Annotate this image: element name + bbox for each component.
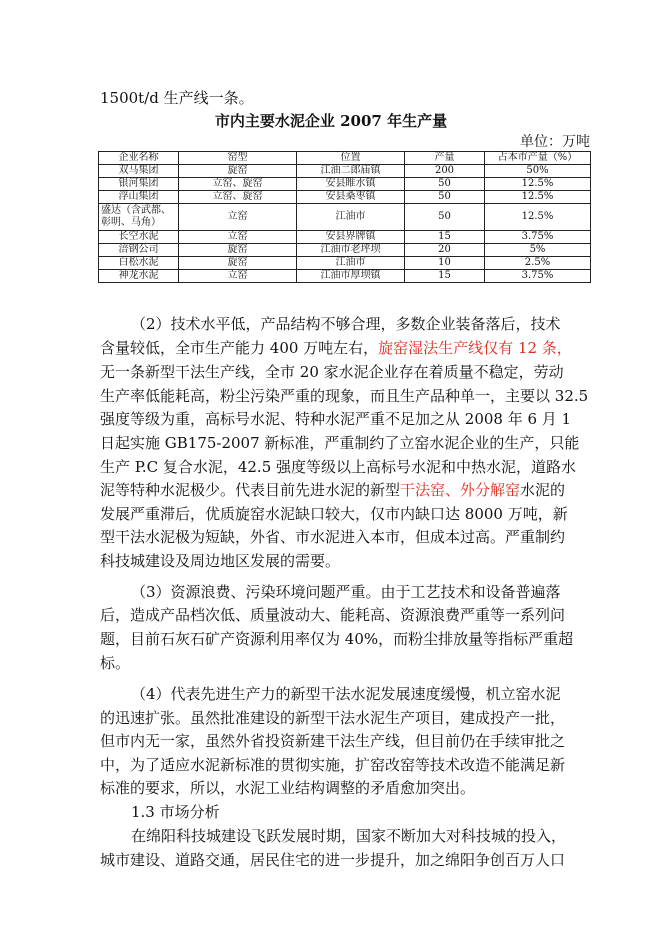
paragraph-2-text: 水泥的 [520, 481, 566, 499]
paragraph-2-line: 生产率低能耗高，粉尘污染严重的现象，而且生产品种单一，主要以 32.5 [100, 387, 589, 405]
cell-location: 安县桑枣镇 [297, 191, 405, 204]
cell-kiln-type: 立窑、旋窑 [179, 178, 297, 191]
cell-company: 白松水泥 [99, 257, 179, 270]
cell-output: 20 [405, 244, 485, 257]
cell-location: 江油市 [297, 257, 405, 270]
cell-kiln-type: 旋窑 [179, 244, 297, 257]
paragraph-2-line: 科技城建设及周边地区发展的需要。 [100, 552, 341, 570]
header-output: 产量 [405, 152, 485, 165]
table-row [99, 257, 591, 270]
cell-output: 10 [405, 257, 485, 270]
paragraph-3-line: （3）资源浪费、污染环境问题严重。由于工艺技术和设备普遍落 [131, 583, 561, 601]
table-row [99, 178, 591, 191]
cell-share: 12.5% [485, 191, 591, 204]
header-location: 位置 [297, 152, 405, 165]
paragraph-3-line: 题，目前石灰石矿产资源利用率仅为 40%，而粉尘排放量等指标严重超 [100, 630, 574, 648]
paragraph-2-line: 日起实施 GB175-2007 新标准，严重制约了立窑水泥企业的生产，只能 [100, 434, 580, 452]
table-unit: 单位：万吨 [520, 134, 590, 150]
cell-output: 50 [405, 178, 485, 191]
cell-location: 江油市厚坝镇 [297, 270, 405, 283]
cell-company: 长空水泥 [99, 231, 179, 244]
cell-output: 15 [405, 270, 485, 283]
paragraph-4-line: 中，为了适应水泥新标准的贯彻实施，扩窑改窑等技术改造不能满足新 [100, 756, 566, 774]
cell-share: 50% [485, 165, 591, 178]
cell-company: 双马集团 [99, 165, 179, 178]
cell-share: 12.5% [485, 178, 591, 191]
paragraph-3-line: 标。 [100, 654, 131, 672]
cell-kiln-type: 旋窑 [179, 257, 297, 270]
cell-share: 3.75% [485, 231, 591, 244]
paragraph-3-line: 后，造成产品档次低、质量波动大、能耗高、资源浪费严重等一系列问 [100, 606, 566, 624]
cell-company: 浮山集团 [99, 191, 179, 204]
cell-kiln-type: 立窑 [179, 270, 297, 283]
paragraph-2-line [100, 339, 572, 357]
highlighted-text: 干法窑、外分解窑 [400, 481, 521, 499]
cell-share: 12.5% [485, 204, 591, 231]
table-row [99, 165, 591, 178]
paragraph-2-text: 含量较低，全市生产能力 400 万吨左右， [100, 339, 379, 357]
table-row [99, 204, 591, 231]
header-company: 企业名称 [99, 152, 179, 165]
cell-location: 江油二郎庙镇 [297, 165, 405, 178]
paragraph-2-line: 型干法水泥极为短缺，外省、市水泥进入本市，但成本过高。严重制约 [100, 528, 566, 546]
cell-kiln-type: 立窑、旋窑 [179, 191, 297, 204]
paragraph-4-line: 标准的要求，所以，水泥工业结构调整的矛盾愈加突出。 [100, 779, 476, 797]
cell-location: 安县界牌镇 [297, 231, 405, 244]
cell-output: 50 [405, 204, 485, 231]
table-row [99, 231, 591, 244]
cell-kiln-type: 立窑 [179, 204, 297, 231]
paragraph-2-line: 生产 P.C 复合水泥，42.5 强度等级以上高标号水泥和中热水泥，道路水 [100, 458, 577, 476]
table-row [99, 244, 591, 257]
cell-share: 3.75% [485, 270, 591, 283]
paragraph-2-line: （2）技术水平低，产品结构不够合理，多数企业装备落后，技术 [131, 315, 561, 333]
paragraph-4-line: 的迅速扩张。虽然批准建设的新型干法水泥生产项目，建成投产一批， [100, 709, 566, 727]
header-kiln-type: 窑型 [179, 152, 297, 165]
paragraph-4-line: （4）代表先进生产力的新型干法水泥发展速度缓慢，机立窑水泥 [131, 685, 561, 703]
cell-company: 盛达（含武都、彰明、马角） [99, 204, 179, 231]
paragraph-2-line [100, 481, 565, 499]
paragraph-5-line: 城市建设、道路交通，居民住宅的进一步提升，加之绵阳争创百万人口 [100, 851, 566, 869]
highlighted-text: 旋窑湿法生产线仅有 12 条， [378, 339, 572, 357]
table-row [99, 191, 591, 204]
cell-kiln-type: 旋窑 [179, 165, 297, 178]
paragraph-2-line: 发展严重滞后，优质旋窑水泥缺口较大，仅市内缺口达 8000 万吨，新 [100, 505, 568, 523]
cell-kiln-type: 立窑 [179, 231, 297, 244]
cell-company: 神龙水泥 [99, 270, 179, 283]
cell-share: 2.5% [485, 257, 591, 270]
section-heading: 1.3 市场分析 [131, 803, 220, 821]
cell-location: 安县睢水镇 [297, 178, 405, 191]
cell-company: 涪钢公司 [99, 244, 179, 257]
cell-location: 江油市老坪坝 [297, 244, 405, 257]
paragraph-2-line: 无一条新型干法生产线，全市 20 家水泥企业存在着质量不稳定，劳动 [100, 363, 564, 381]
table-header-row [99, 152, 591, 165]
production-table [98, 151, 591, 283]
cell-company: 银河集团 [99, 178, 179, 191]
paragraph-2-text: 泥等特种水泥极少。代表目前先进水泥的新型 [100, 481, 401, 499]
paragraph-2-line: 强度等级为重，高标号水泥、特种水泥严重不足加之从 2008 年 6 月 1 [100, 410, 572, 428]
table-title: 市内主要水泥企业 2007 年生产量 [214, 112, 448, 130]
cell-output: 200 [405, 165, 485, 178]
intro-line: 1500t/d 生产线一条。 [100, 89, 254, 107]
paragraph-4-line: 但市内无一家，虽然外省投资新建干法生产线，但目前仍在手续审批之 [100, 732, 566, 750]
table-row [99, 270, 591, 283]
cell-share: 5% [485, 244, 591, 257]
cell-output: 15 [405, 231, 485, 244]
paragraph-5-line: 在绵阳科技城建设飞跃发展时期，国家不断加大对科技城的投入， [131, 827, 567, 845]
header-share: 占本市产量（%） [485, 152, 591, 165]
cell-location: 江油市 [297, 204, 405, 231]
cell-output: 50 [405, 191, 485, 204]
